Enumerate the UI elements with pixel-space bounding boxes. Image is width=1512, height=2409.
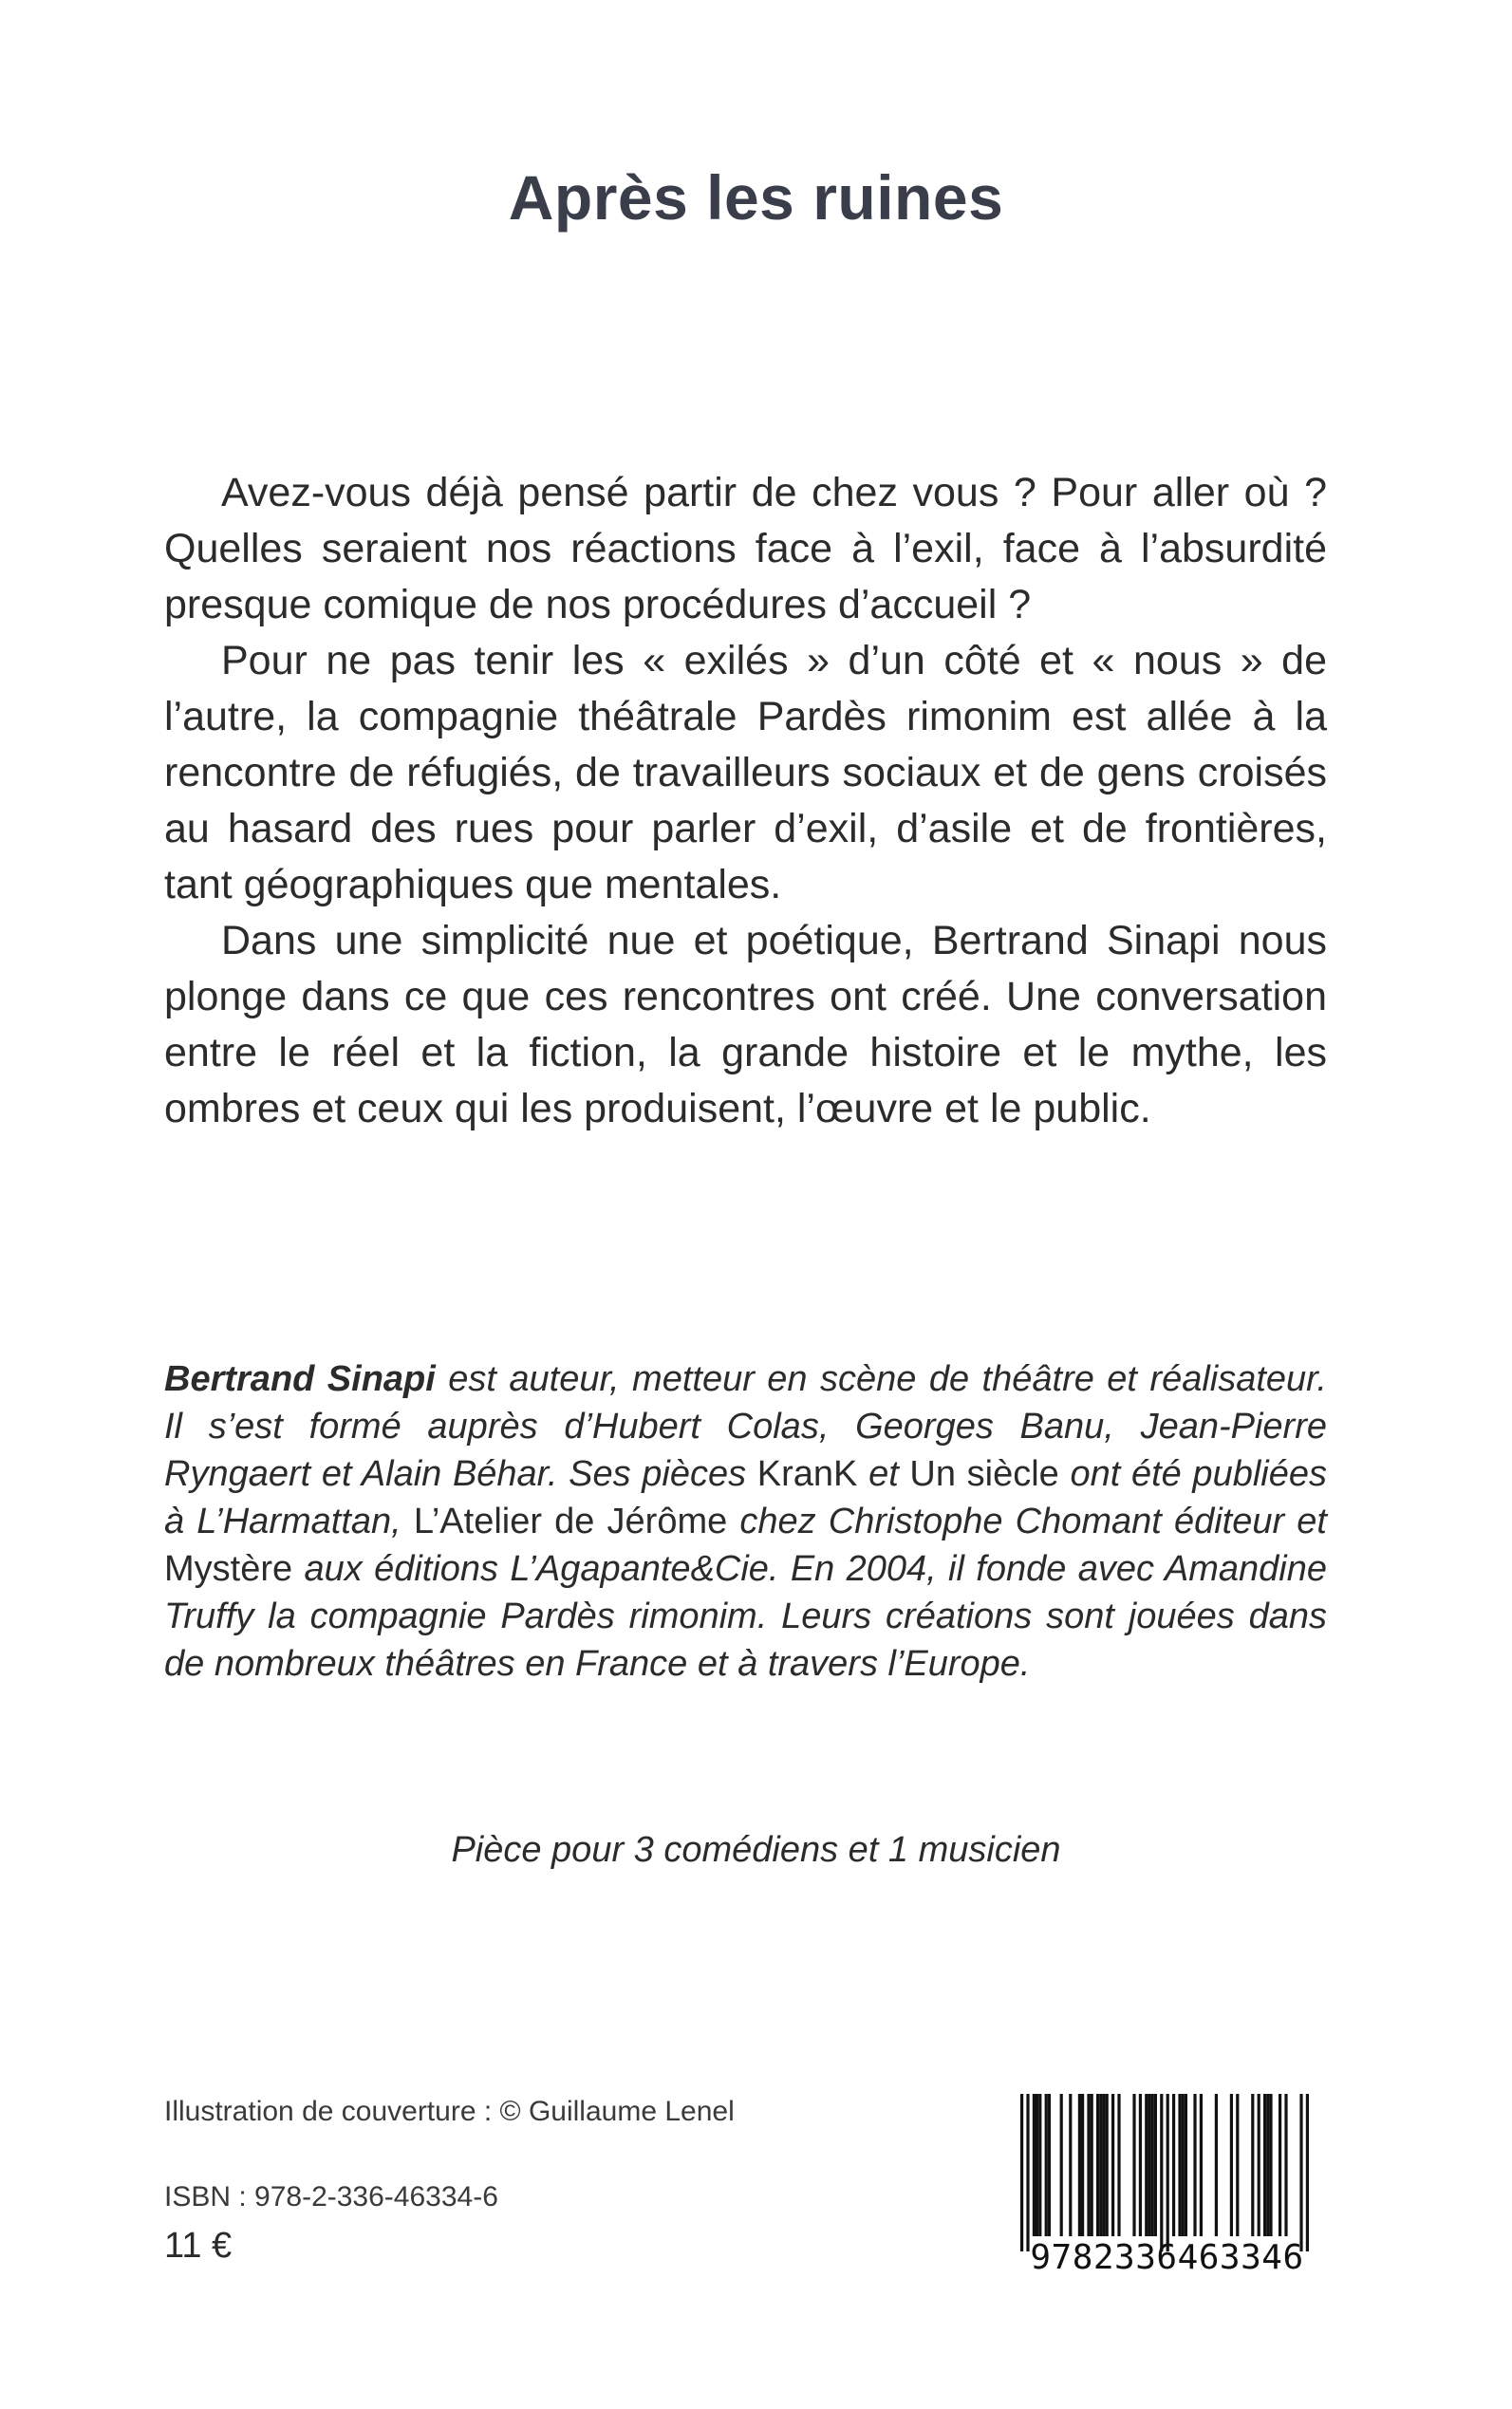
work-title: L’Atelier de Jérôme: [413, 1502, 728, 1541]
barcode-bar: [1279, 2094, 1281, 2236]
bio-text: est auteur, metteur en scène de théâtre et réalisateur. Il s’est formé auprès d’Hubert Colas, Georges Banu, Jean-Pierre Ryngaert et Alain Béhar. Ses pièces: [164, 1359, 1327, 1494]
barcode-bar: [1299, 2094, 1302, 2251]
barcode-bar: [1178, 2094, 1181, 2236]
barcode-bar: [1111, 2094, 1114, 2236]
barcode-bar: [1154, 2094, 1157, 2236]
bio-text: chez Christophe Chomant éditeur et: [727, 1502, 1327, 1541]
barcode-bar: [1145, 2094, 1148, 2236]
barcode-bar: [1182, 2094, 1185, 2236]
barcode-bar: [1036, 2094, 1038, 2236]
barcode-bar: [1038, 2094, 1041, 2236]
barcode-bar: [1185, 2094, 1187, 2236]
work-title: KranK: [756, 1454, 858, 1494]
barcode-bar: [1200, 2094, 1203, 2236]
blurb: [164, 465, 1327, 1137]
genre-line: Pièce pour 3 comédiens et 1 musicien: [451, 1830, 1061, 1870]
barcode-bar: [1106, 2094, 1109, 2236]
barcode-bar: [1102, 2094, 1105, 2236]
blurb-paragraph-1: Avez-vous déjà pensé partir de chez vous ? Pour aller où ? Quelles seraient nos réactions face à l’exil, face à l’absurdité presque comique de nos procédures d’accueil ?: [164, 470, 1327, 627]
author-bio: [164, 1355, 1327, 1688]
barcode-bar: [1151, 2094, 1154, 2236]
barcode-bar: [1160, 2094, 1163, 2251]
barcode-bar: [1020, 2094, 1023, 2251]
barcode-bar: [1069, 2094, 1072, 2236]
barcode-bar: [1048, 2094, 1051, 2236]
author-name: Bertrand Sinapi: [164, 1359, 436, 1399]
barcode-bar: [1148, 2094, 1150, 2236]
barcode-bar: [1117, 2094, 1120, 2236]
work-title: Un siècle: [909, 1454, 1059, 1494]
barcode-bar: [1266, 2094, 1269, 2236]
barcode-bar: [1284, 2094, 1287, 2236]
barcode-bar: [1081, 2094, 1084, 2236]
isbn: ISBN : 978-2-336-46334-6: [164, 2181, 498, 2213]
book-title: Après les ruines: [508, 162, 1004, 233]
barcode-bar: [1215, 2094, 1218, 2236]
barcode-bar: [1306, 2094, 1309, 2251]
barcode-bar: [1236, 2094, 1239, 2236]
barcode-bar: [1026, 2094, 1029, 2251]
bio-text: ont été publiées à L’Harmattan,: [164, 1454, 1327, 1541]
blurb-paragraph-3: Dans une simplicité nue et poétique, Bertrand Sinapi nous plonge dans ce que ces rencontres ont créé. Une conversation entre le réel et la fiction, la grande histoire et le mythe, les ombres et ceux qui les produisent, l’œuvre et le public.: [164, 918, 1327, 1131]
work-title: Mystère: [164, 1549, 293, 1589]
barcode-bar: [1263, 2094, 1266, 2236]
illustration-credit: Illustration de couverture : © Guillaume Lenel: [164, 2096, 735, 2127]
barcode-bar: [1251, 2094, 1254, 2236]
barcode-bar: [1096, 2094, 1099, 2236]
bio-text: et: [857, 1454, 910, 1494]
price: 11 €: [164, 2226, 233, 2266]
barcode-bar: [1230, 2094, 1233, 2236]
barcode-bar: [1139, 2094, 1142, 2236]
barcode-bar: [1060, 2094, 1063, 2236]
barcode: [1003, 2088, 1331, 2278]
barcode-digits: 9782336463346: [1030, 2238, 1304, 2277]
blurb-paragraph-2: Pour ne pas tenir les « exilés » d’un côté et « nous » de l’autre, la compagnie théâtrale Pardès rimonim est allée à la rencontre de réfugiés, de travailleurs sociaux et de gens croisés au hasard des rues pour parler d’exil, d’asile et de frontières, tant géographiques que mentales.: [164, 638, 1327, 907]
barcode-bar: [1172, 2094, 1175, 2236]
barcode-bar: [1078, 2094, 1081, 2236]
barcode-bar: [1091, 2094, 1093, 2236]
barcode-bar: [1167, 2094, 1169, 2251]
barcode-bar: [1258, 2094, 1260, 2236]
barcode-bar: [1132, 2094, 1135, 2236]
bio-text: aux éditions L’Agapante&Cie. En 2004, il fonde avec Amandine Truffy la compagnie Pardès rimonim. Leurs créations sont jouées dans de nombreux théâtres en France et à travers l’Europe.: [164, 1549, 1327, 1684]
barcode-bar: [1087, 2094, 1090, 2236]
barcode-bar: [1193, 2094, 1196, 2236]
barcode-bar: [1269, 2094, 1272, 2236]
barcode-bar: [1033, 2094, 1036, 2236]
barcode-bar: [1099, 2094, 1102, 2236]
barcode-bar: [1045, 2094, 1048, 2236]
